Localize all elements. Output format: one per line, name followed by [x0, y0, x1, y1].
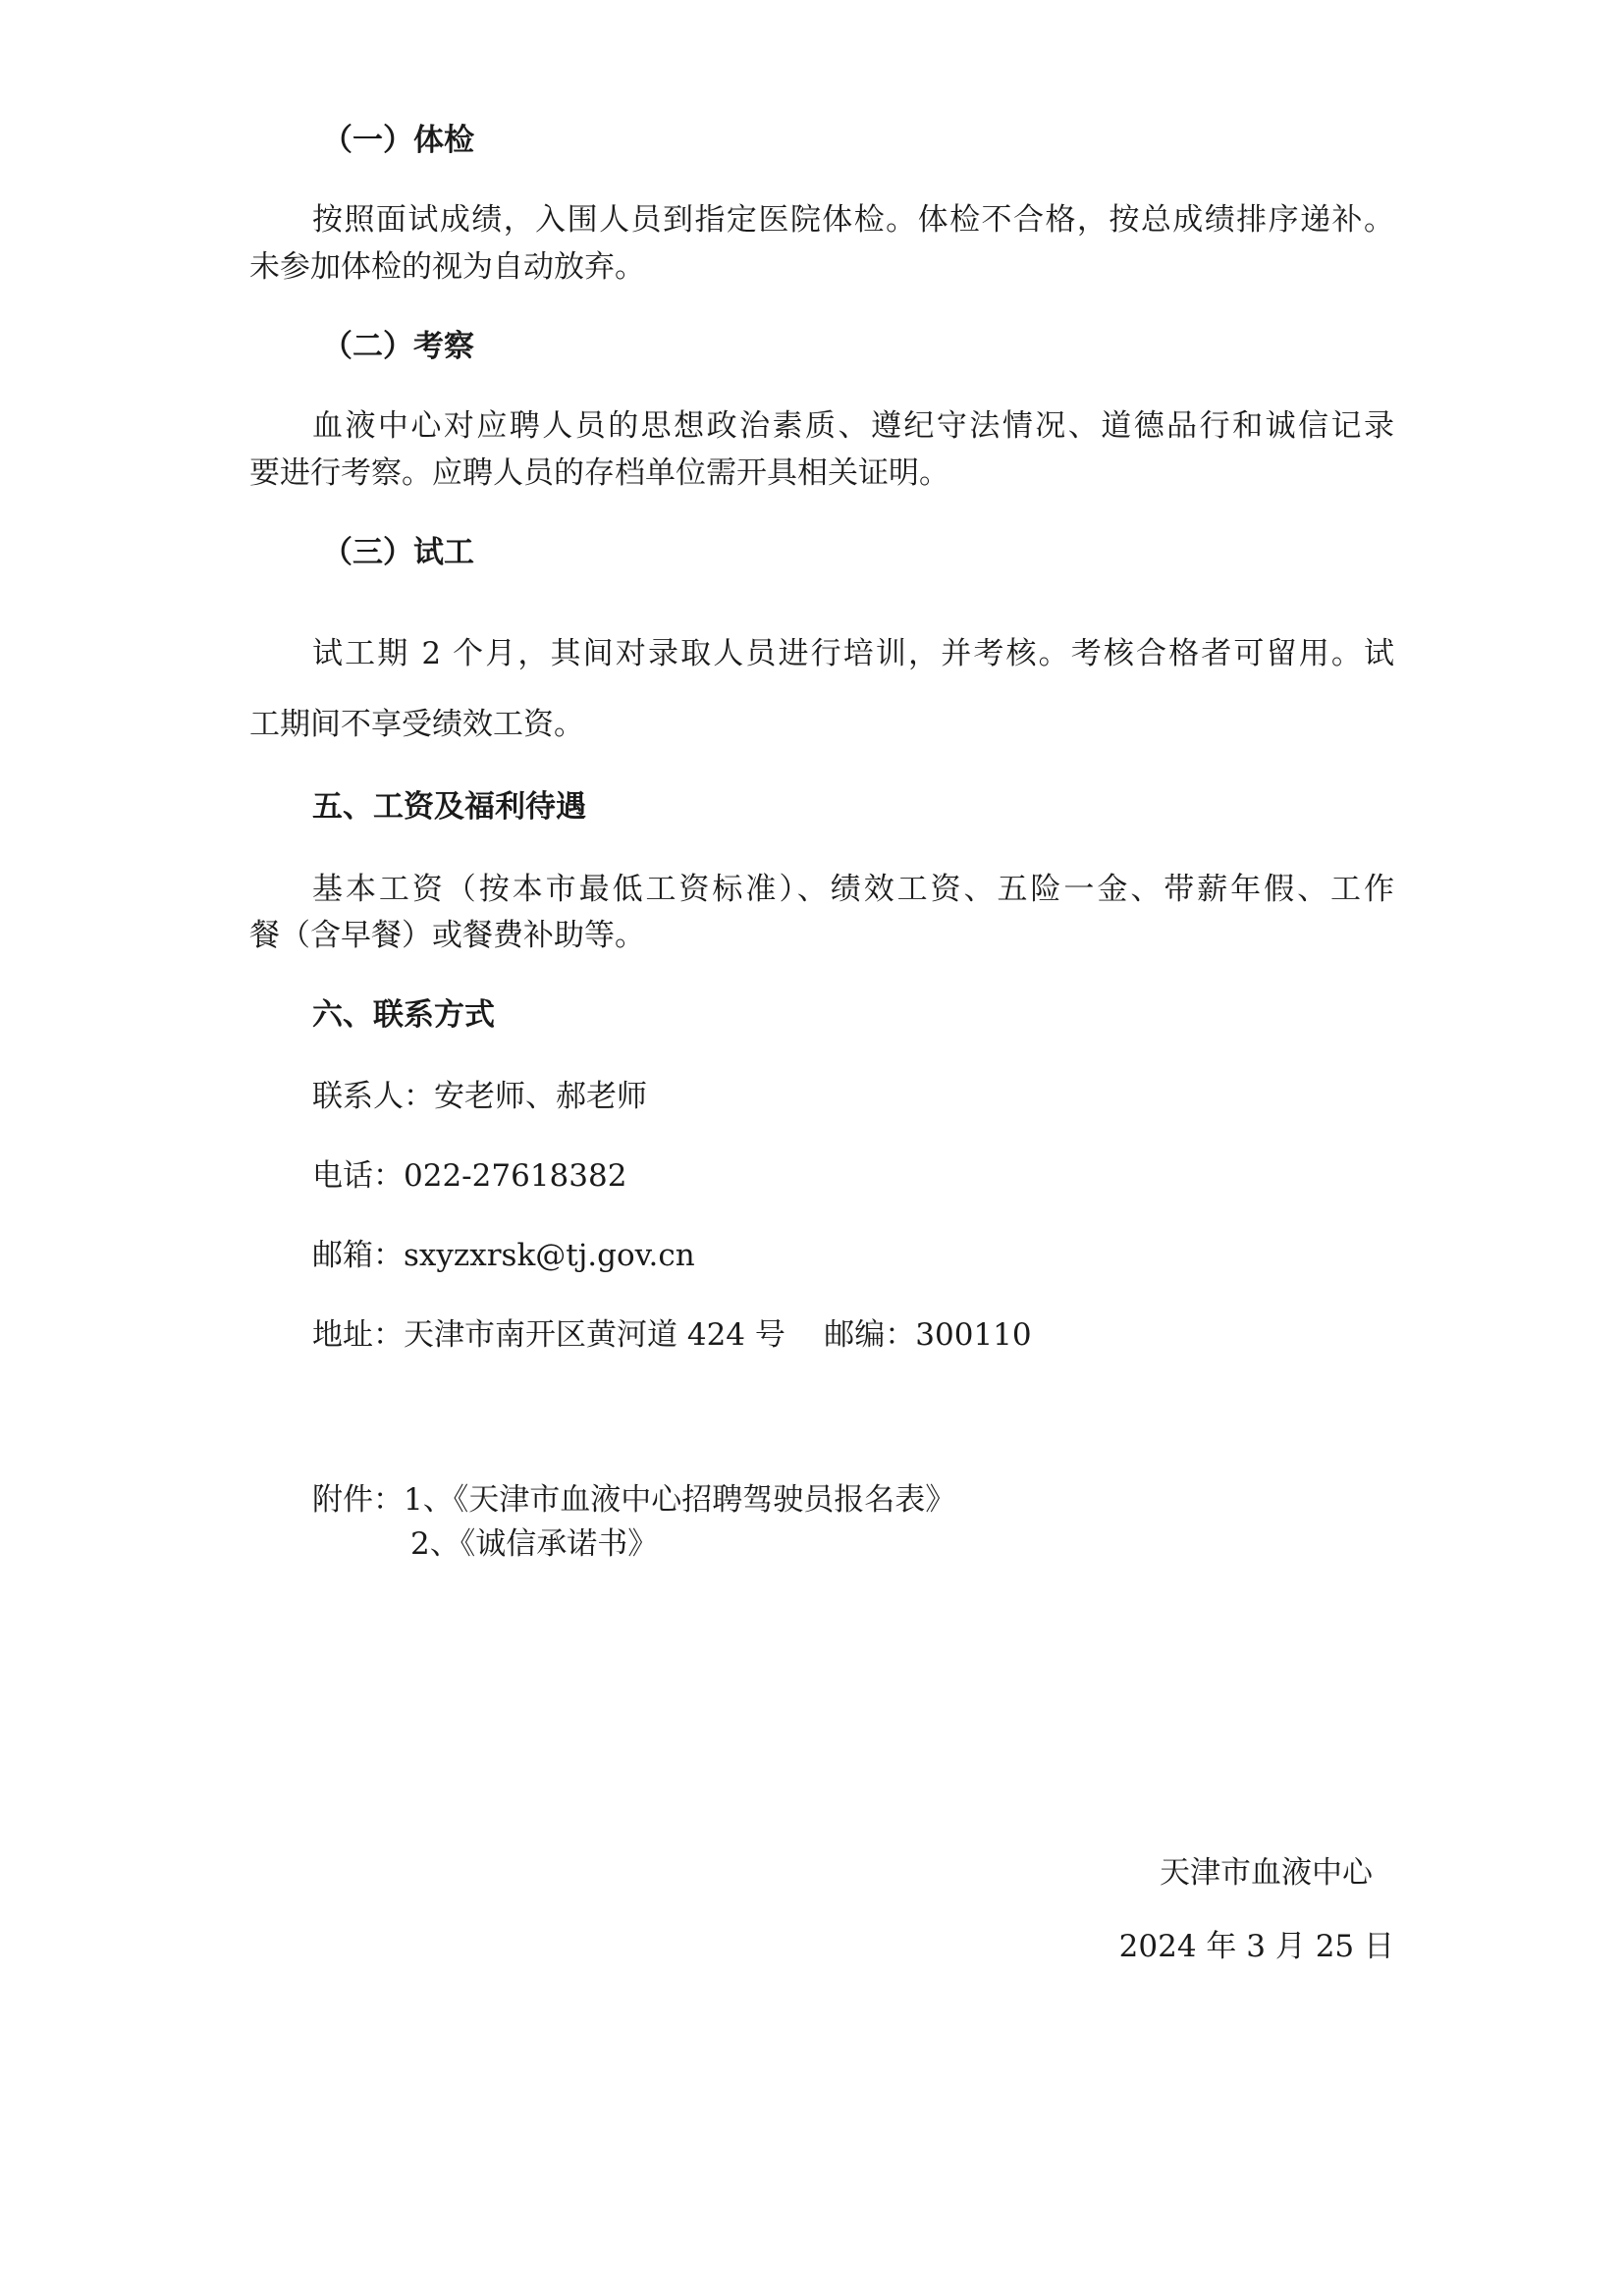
physical-exam-line-1: 按照面试成绩，入围人员到指定医院体检。体检不合格，按总成绩排序递补。 [312, 202, 1394, 238]
heading-salary: 五、工资及福利待遇 [312, 789, 586, 825]
contact-phone: 电话：022-27618382 [312, 1158, 627, 1194]
heading-contact: 六、联系方式 [312, 997, 495, 1033]
trial-line-2: 工期间不享受绩效工资。 [249, 707, 584, 742]
heading-inspection: （二）考察 [322, 329, 474, 364]
heading-trial: （三）试工 [322, 535, 474, 570]
contact-email: 邮箱：sxyzxrsk@tj.gov.cn [312, 1238, 695, 1273]
contact-person: 联系人：安老师、郝老师 [312, 1079, 647, 1114]
heading-physical-exam: （一）体检 [322, 123, 474, 158]
physical-exam-line-2: 未参加体检的视为自动放弃。 [249, 249, 645, 285]
inspection-line-2: 要进行考察。应聘人员的存档单位需开具相关证明。 [249, 455, 949, 491]
salary-line-1: 基本工资（按本市最低工资标准）、绩效工资、五险一金、带薪年假、工作 [312, 872, 1394, 907]
inspection-line-1: 血液中心对应聘人员的思想政治素质、遵纪守法情况、道德品行和诚信记录 [312, 408, 1394, 444]
salary-line-2: 餐（含早餐）或餐费补助等。 [249, 918, 645, 953]
signature-org: 天津市血液中心 [1160, 1855, 1373, 1891]
contact-address: 地址：天津市南开区黄河道 424 号 邮编：300110 [312, 1317, 1032, 1353]
attachment-2: 2、《诚信承诺书》 [410, 1526, 659, 1562]
attachment-1: 附件：1、《天津市血液中心招聘驾驶员报名表》 [312, 1482, 956, 1518]
signature-date: 2024 年 3 月 25 日 [1118, 1929, 1394, 1964]
trial-line-1: 试工期 2 个月，其间对录取人员进行培训，并考核。考核合格者可留用。试 [312, 636, 1394, 671]
